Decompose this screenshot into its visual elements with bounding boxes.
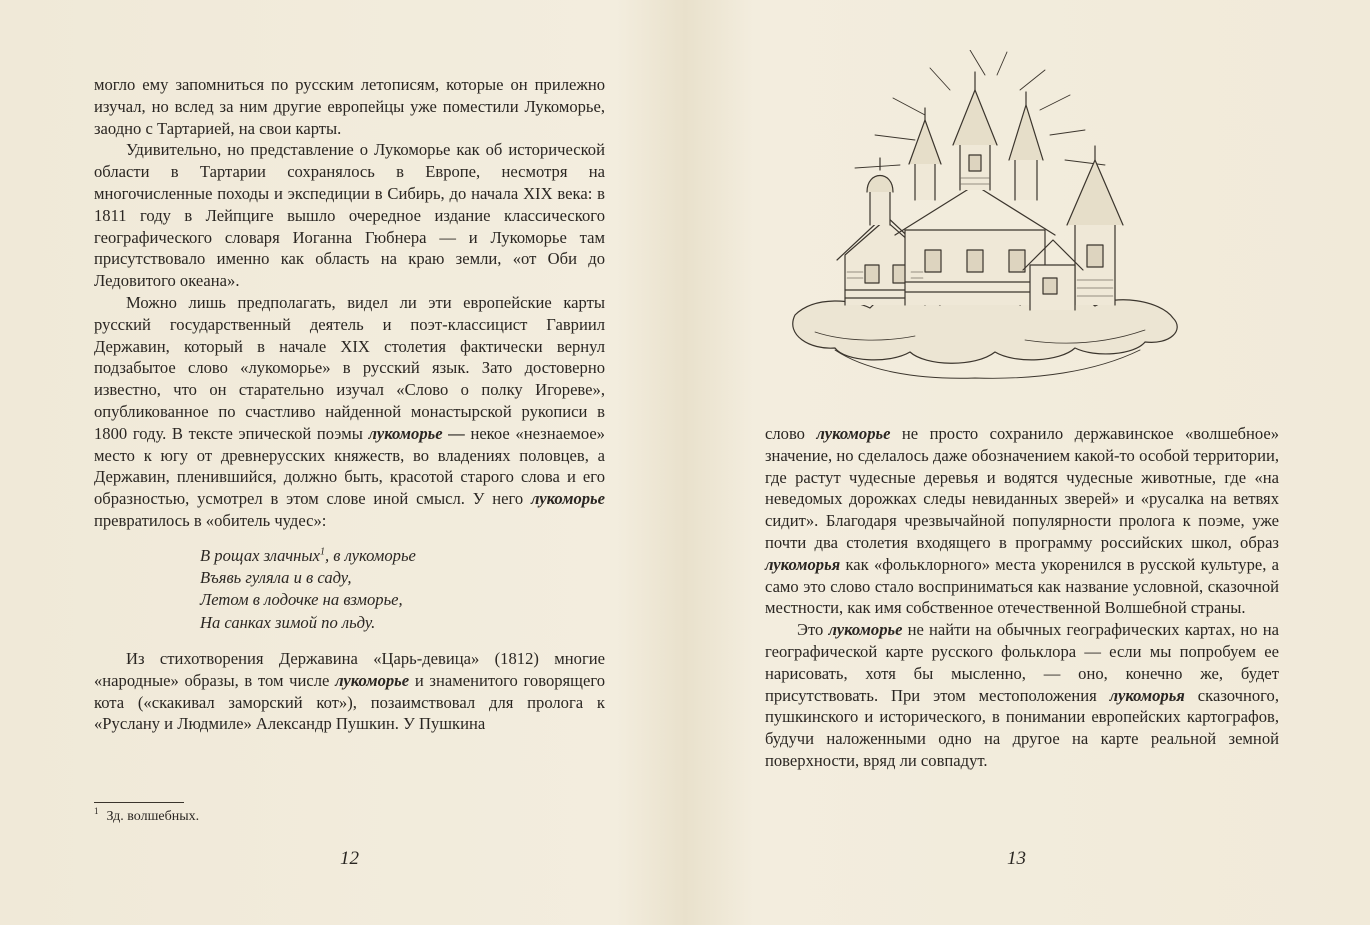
footnote-text: Зд. волшебных. [106, 809, 200, 824]
poem-line: Въявь гуляла и в саду, [200, 568, 352, 588]
poem-line: Летом в лодочке на взморье, [200, 590, 403, 610]
footnote-mark: 1 [94, 806, 99, 817]
poem-text: , в лукоморье [324, 545, 416, 565]
right-page [685, 0, 1370, 925]
page-number: 12 [340, 848, 359, 869]
text-run: Из стихотворения Державина «Царь-девица» (1812) многие «народные» образы, в том числе [94, 648, 605, 690]
paragraph [94, 648, 605, 735]
text-run: и знаменитого говорящего кота («скакивал заморский кот»), позаимствовал для пролога к «Руслану и Людмиле» Александр Пушкин. У Пушкина [94, 670, 606, 734]
left-page-text [94, 74, 605, 735]
paragraph: Удивительно, но представление о Лукоморье как об исторической области в Тартарии сохранялось в Европе, несмотря на многочисленные походы и экспедиции в Сибирь, до начала XIX века: в 1811 году в Лейпциге вышло очередное издание классического географического словаря Иоганна Гюбнера — и Лукоморье там присутствовало именно как область на краю земли, «от Оби до Ледовитого океана». [94, 140, 605, 291]
text-run: Можно лишь предполагать, видел ли эти европейские карты русский государственный деятель и поэт-классицист Гавриил Державин, который в начале XIX столетия фактически вернул подзабытое слово «лукоморье» в русский язык. Зато достоверно известно, что он старательно изучал «Слово о полку Игореве», опубликованное по счастливо найденной монастырской рукописи в 1800 году. В тексте эпической поэмы [94, 292, 605, 443]
highlighted-term: лукоморье [828, 620, 903, 640]
text-run: не просто сохранило державинское «волшебное» значение, но сделалось даже обозначением какой-то особой территории, где растут чудесные деревья и водятся чудесные животные, где «на неведомых дорожках следы невиданных зверей» и «русалка на ветвях сидит». Благодаря чрезвычайной популярности пролога к поэме, уже почти два столетия входящего в программу российских школ, образ [765, 424, 1280, 552]
right-page-text [765, 423, 1279, 772]
fairytale-castle-illustration-icon [775, 50, 1195, 390]
highlighted-term: лукоморье — [368, 423, 465, 443]
paragraph [94, 292, 605, 532]
highlighted-term: лукоморья [765, 554, 841, 574]
text-run: сказочного, пушкинского и исторического, в понимании европейских картографов, будучи наложенными одно на другое на карте реальной земной поверхности, вряд ли совпадут. [765, 685, 1280, 770]
text-run: Это [797, 620, 824, 640]
footnote-divider [94, 802, 184, 803]
page-number: 13 [1007, 848, 1026, 869]
poem-text: В рощах злачных [200, 545, 320, 565]
text-run: превратилось в «обитель чудес»: [94, 510, 327, 530]
poem-quote [200, 545, 605, 634]
highlighted-term: лукоморья [1109, 685, 1185, 705]
poem-line [200, 545, 605, 567]
footnote-ref: 1 [319, 546, 325, 558]
text-run: как «фольклорного» места укоренился в русской культуре, а само это слово стало восприниматься как название условной, сказочной местности, как имя собственное отечественной Волшебной страны. [765, 554, 1280, 618]
highlighted-term: лукоморье [335, 670, 410, 690]
text-run: не найти на обычных географических картах, но на географической карте русского фольклора — если мы попробуем ее нарисовать, хотя бы мысленно, — оно, конечно же, будет присутствовать. При этом местоположения [765, 620, 1279, 705]
paragraph: могло ему запомниться по русским летописям, которые он прилежно изучал, но вслед за ним другие европейцы уже поместили Лукоморье, заодно с Тартарией, на свои карты. [94, 75, 605, 138]
footnote [94, 808, 199, 826]
text-run: некое «незнаемое» место к югу от древнерусских княжеств, во владениях половцев, а Державин, пленившийся, должно быть, красотой старого слова и его образностью, усмотрел в этом слове иной смысл. У него [94, 423, 605, 509]
poem-line: На санках зимой по льду. [200, 612, 376, 632]
paragraph [765, 423, 1279, 619]
paragraph [765, 619, 1279, 772]
highlighted-term: лукоморье [816, 424, 891, 443]
text-run: слово [765, 424, 805, 443]
highlighted-term: лукоморье [530, 489, 605, 509]
